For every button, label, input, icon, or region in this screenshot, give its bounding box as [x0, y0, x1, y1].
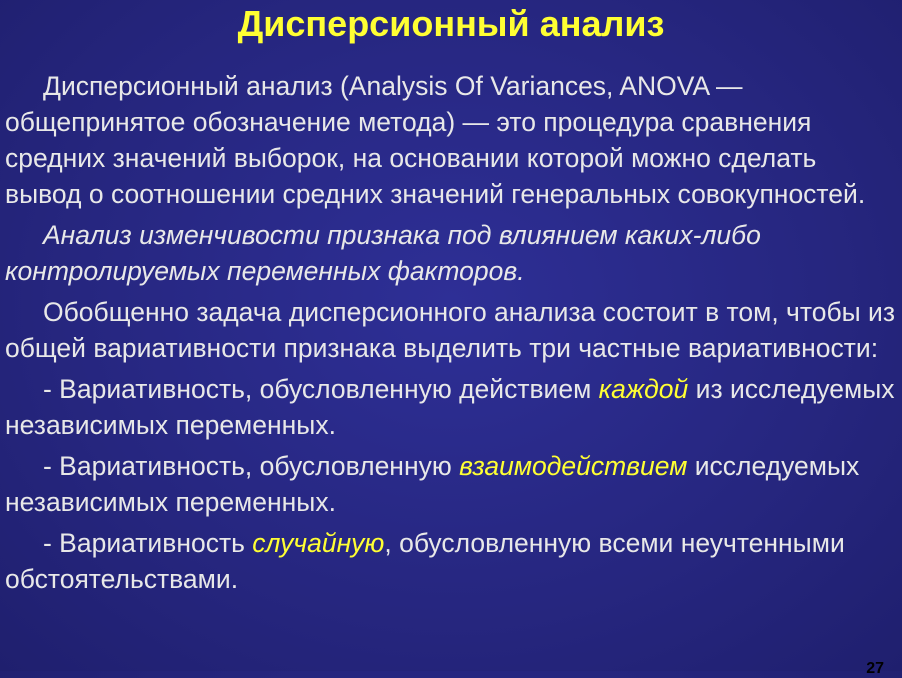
paragraph-each-variable-text-end: из исследуемых независимых переменных.: [5, 374, 895, 440]
paragraph-interaction: [5, 448, 895, 520]
paragraph-random-text-end: , обусловленную всеми неучтенными обстоятельствами.: [5, 528, 845, 594]
paragraph-interaction-text-end: исследуемых независимых переменных.: [5, 451, 860, 517]
slide-title: Дисперсионный анализ: [237, 3, 665, 44]
paragraph-interaction-text-start: - Вариативность, обусловленную: [43, 451, 460, 481]
page-number: 27: [866, 660, 884, 677]
paragraph-each-variable: [5, 371, 895, 443]
highlight-random: случайную: [252, 528, 385, 558]
paragraph-random: [5, 525, 895, 597]
paragraph-random-text-start: - Вариативность: [43, 528, 253, 558]
paragraph-each-variable-text-start: - Вариативность, обусловленную действием: [43, 374, 599, 404]
highlight-each: каждой: [598, 374, 689, 404]
paragraph-definition: Дисперсионный анализ (Analysis Of Variances, ANOVA — общепринятое обозначение метода) — это процедура сравнения средних значений выборок, на основании которой можно сделать вывод о соотношении средних значений генеральных совокупностей.: [5, 71, 866, 209]
highlight-interaction: взаимодействием: [459, 451, 688, 481]
slide-body: [5, 68, 895, 597]
paragraph-task: Обобщенно задача дисперсионного анализа состоит в том, чтобы из общей вариативности признака выделить три частные вариативности:: [5, 297, 895, 363]
paragraph-variability: Анализ изменчивости признака под влиянием каких-либо контролируемых переменных факторов.: [5, 220, 761, 286]
